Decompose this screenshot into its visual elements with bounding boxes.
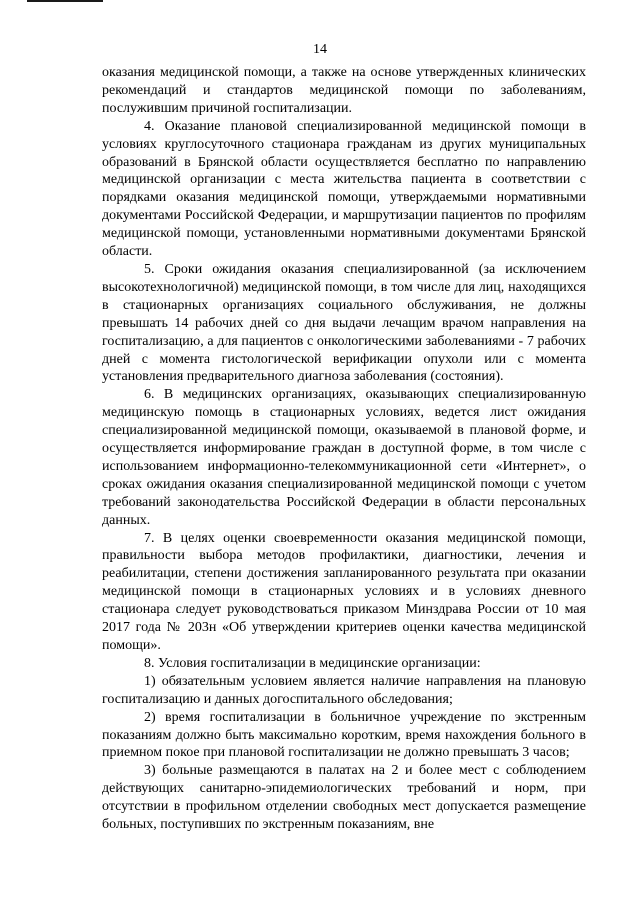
- paragraph: 1) обязательным условием является наличие направления на плановую госпитализацию и данных догоспитального обследования;: [102, 673, 586, 707]
- paragraph: 7. В целях оценки своевременности оказания медицинской помощи, правильности выбора методов профилактики, диагностики, лечения и реабилитации, степени достижения запланированного результата при оказании медицинской помощи в стационарных условиях и в условиях дневного стационара следует руководствоваться приказом Минздрава России от 10 мая 2017 года № 203н «Об утверждении критериев оценки качества медицинской помощи».: [102, 530, 586, 653]
- paragraph: 3) больные размещаются в палатах на 2 и более мест с соблюдением действующих санитарно-эпидемиологических требований и норм, при отсутствии в профильном отделении свободных мест допускается размещение больных, поступивших по экстренным показаниям, вне: [102, 763, 586, 833]
- paragraph: 6. В медицинских организациях, оказывающих специализированную медицинскую помощь в стационарных условиях, ведется лист ожидания специализированной медицинской помощи, оказываемой в плановой форме, и осуществляется информирование граждан в доступной форме, в том числе с использованием информационно-телекоммуникационной сети «Интернет», о сроках ожидания оказания специализированной медицинской помощи с учетом требований законодательства Российской Федерации в области персональных данных.: [102, 387, 586, 528]
- paragraph: 4. Оказание плановой специализированной медицинской помощи в условиях круглосуточного стационара гражданам из других муниципальных образований в Брянской области осуществляется бесплатно по направлению медицинской организации с места жительства пациента в соответствии с порядками оказания медицинской помощи, утверждаемыми нормативными документами Российской Федерации, и маршрутизации пациентов по профилям медицинской помощи, установленными нормативными документами Брянской области.: [102, 118, 586, 260]
- paragraph: оказания медицинской помощи, а также на основе утвержденных клинических рекомендаций и стандартов медицинской помощи по заболеваниям, послужившим причиной госпитализации.: [102, 65, 586, 116]
- page-number: 14: [313, 42, 327, 57]
- paragraph: 2) время госпитализации в больничное учреждение по экстренным показаниям должно быть максимально коротким, время нахождения больного в приемном покое при плановой госпитализации не должно превышать 3 часов;: [102, 709, 586, 761]
- paragraph: 8. Условия госпитализации в медицинские организации:: [144, 655, 481, 671]
- top-edge-rule: [27, 0, 103, 2]
- document-text: [102, 64, 586, 834]
- paragraph: 5. Сроки ожидания оказания специализированной (за исключением высокотехнологичной) медицинской помощи, в том числе для лиц, находящихся в стационарных организациях социального обслуживания, не должны превышать 14 рабочих дней со дня выдачи лечащим врачом направления на госпитализацию, а для пациентов с онкологическими заболеваниями - 7 рабочих дней с момента гистологической верификации опухоли или с момента установления предварительного диагноза заболевания (состояния).: [102, 261, 586, 385]
